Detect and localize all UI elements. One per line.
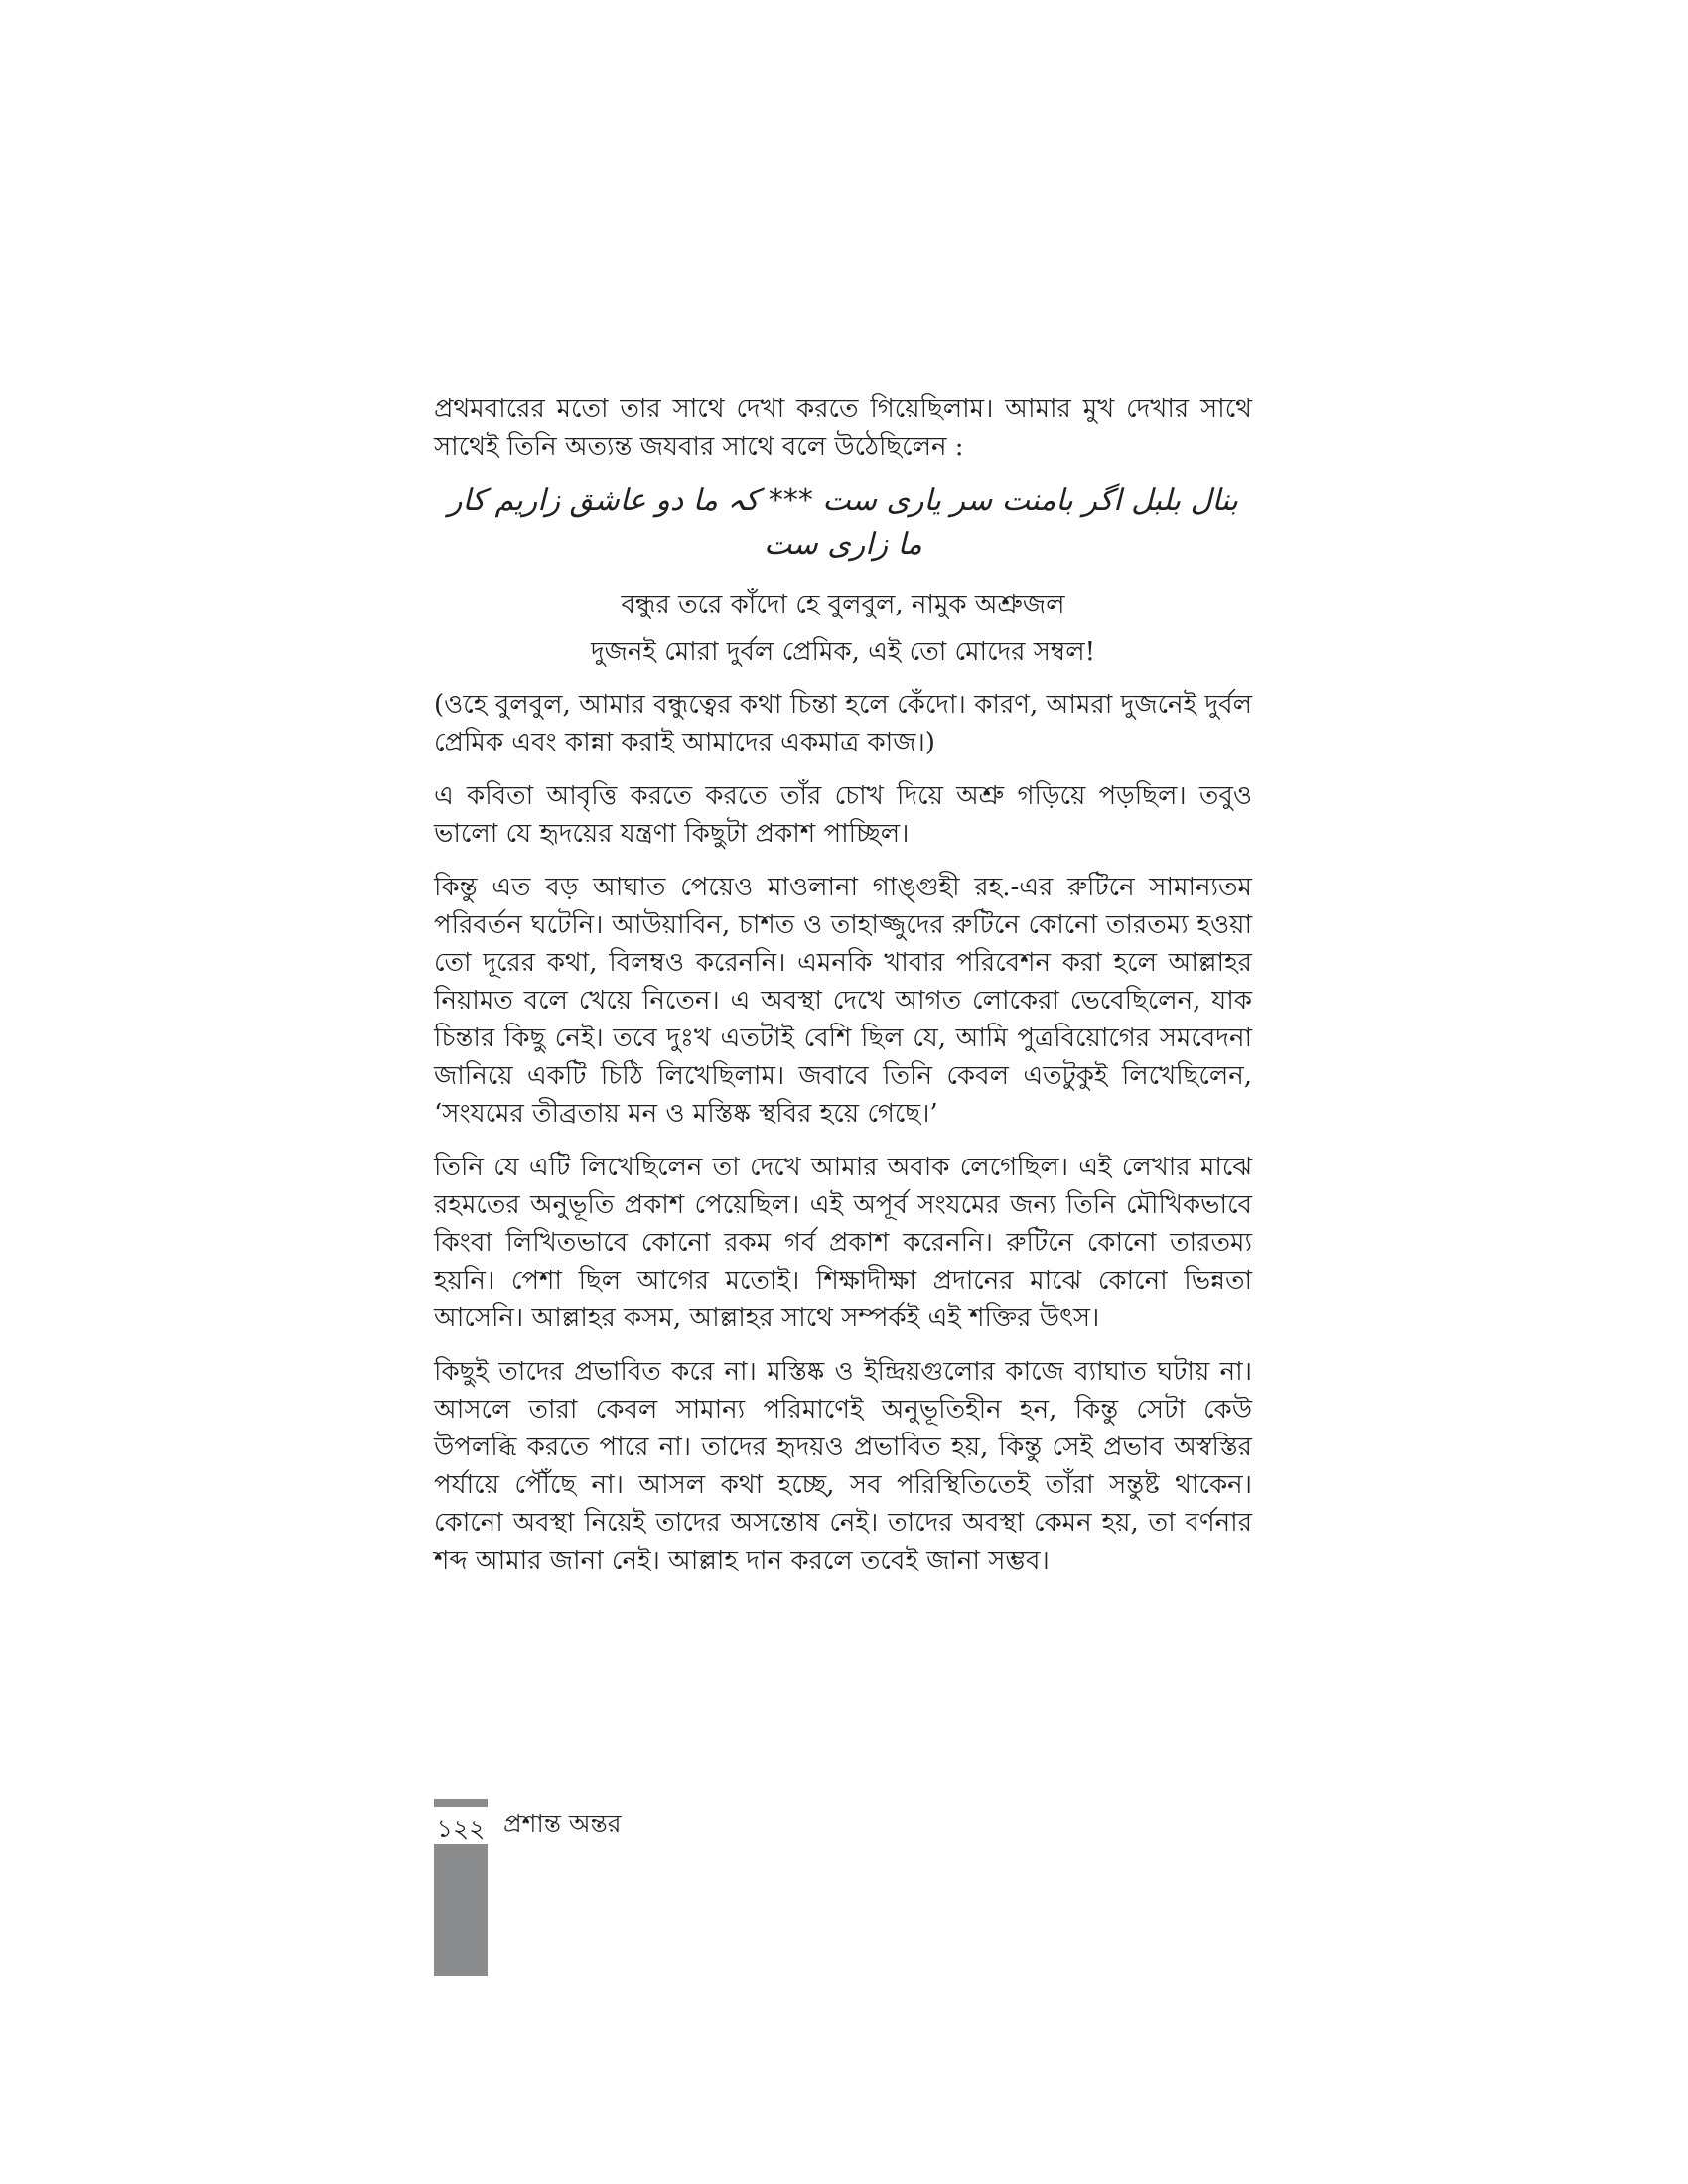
bengali-verse-line-1: বন্ধুর তরে কাঁদো হে বুলবুল, নামুক অশ্রুজল <box>621 590 1065 619</box>
page-number: ১২২ <box>434 1799 488 1851</box>
page-footer <box>434 1805 622 1844</box>
book-title: প্রশান্ত অন্তর <box>503 1808 622 1838</box>
paragraph-4: তিনি যে এটি লিখেছিলেন তা দেখে আমার অবাক লেগেছিল। এই লেখার মাঝে রহমতের অনুভূতি প্রকাশ পেয়েছিল। এই অপূর্ব সংযমের জন্য তিনি মৌখিকভাবে কিংবা লিখিতভাবে কোনো রকম গর্ব প্রকাশ করেননি। রুটিনে কোনো তারতম্য হয়নি। পেশা ছিল আগের মতোই। শিক্ষাদীক্ষা প্রদানের মাঝে কোনো ভিন্নতা আসেনি। আল্লাহর কসম, আল্লাহর সাথে সম্পর্কই এই শক্তির উৎস। <box>434 1153 1252 1333</box>
opening-paragraph: প্রথমবারের মতো তার সাথে দেখা করতে গিয়েছিলাম। আমার মুখ দেখার সাথে সাথেই তিনি অত্যন্ত জযবার সাথে বলে উঠেছিলেন : <box>434 394 1252 462</box>
paragraph-5: কিছুই তাদের প্রভাবিত করে না। মস্তিষ্ক ও ইন্দ্রিয়গুলোর কাজে ব্যাঘাত ঘটায় না। আসলে তারা কেবল সামান্য পরিমাণেই অনুভূতিহীন হন, কিন্তু সেটা কেউ উপলব্ধি করতে পারে না। তাদের হৃদয়ও প্রভাবিত হয়, কিন্তু সেই প্রভাব অস্বস্তির পর্যায়ে পৌঁছে না। আসল কথা হচ্ছে, সব পরিস্থিতিতেই তাঁরা সন্তুষ্ট থাকেন। কোনো অবস্থা নিয়েই তাদের অসন্তোষ নেই। তাদের অবস্থা কেমন হয়, তা বর্ণনার শব্দ আমার জানা নেই। আল্লাহ দান করলে তবেই জানা সম্ভব। <box>434 1357 1252 1575</box>
bengali-verse <box>434 581 1252 676</box>
page-body <box>434 390 1252 1595</box>
bengali-verse-line-2: দুজনই মোরা দুর্বল প্রেমিক, এই তো মোদের সম্বল! <box>590 637 1096 667</box>
page-edge-tab <box>434 1844 488 1976</box>
verse-explanation: (ওহে বুলবুল, আমার বন্ধুত্বের কথা চিন্তা হলে কেঁদো। কারণ, আমরা দুজনেই দুর্বল প্রেমিক এবং কান্না করাই আমাদের একমাত্র কাজ।) <box>434 690 1252 757</box>
paragraph-3: কিন্তু এত বড় আঘাত পেয়েও মাওলানা গাঙ্গুহী রহ.-এর রুটিনে সামান্যতম পরিবর্তন ঘটেনি। আউয়াবিন, চাশত ও তাহাজ্জুদের রুটিনে কোনো তারতম্য হওয়া তো দূরের কথা, বিলম্বও করেননি। এমনকি খাবার পরিবেশন করা হলে আল্লাহর নিয়ামত বলে খেয়ে নিতেন। এ অবস্থা দেখে আগত লোকেরা ভেবেছিলেন, যাক চিন্তার কিছু নেই। তবে দুঃখ এতটাই বেশি ছিল যে, আমি পুত্রবিয়োগের সমবেদনা জানিয়ে একটি চিঠি লিখেছিলাম। জবাবে তিনি কেবল এতটুকুই লিখেছিলেন, ‘সংযমের তীব্রতায় মন ও মস্তিষ্ক স্থবির হয়ে গেছে।’ <box>434 873 1252 1129</box>
persian-verse: بنال بلبل اگر بامنت سر یاری ست *** کہ ما دو عاشق زاریم کار ما زاری ست <box>448 483 1238 562</box>
paragraph-2: এ কবিতা আবৃত্তি করতে করতে তাঁর চোখ দিয়ে অশ্রু গড়িয়ে পড়ছিল। তবুও ভালো যে হৃদয়ের যন্ত্রণা কিছুটা প্রকাশ পাচ্ছিল। <box>434 781 1252 849</box>
